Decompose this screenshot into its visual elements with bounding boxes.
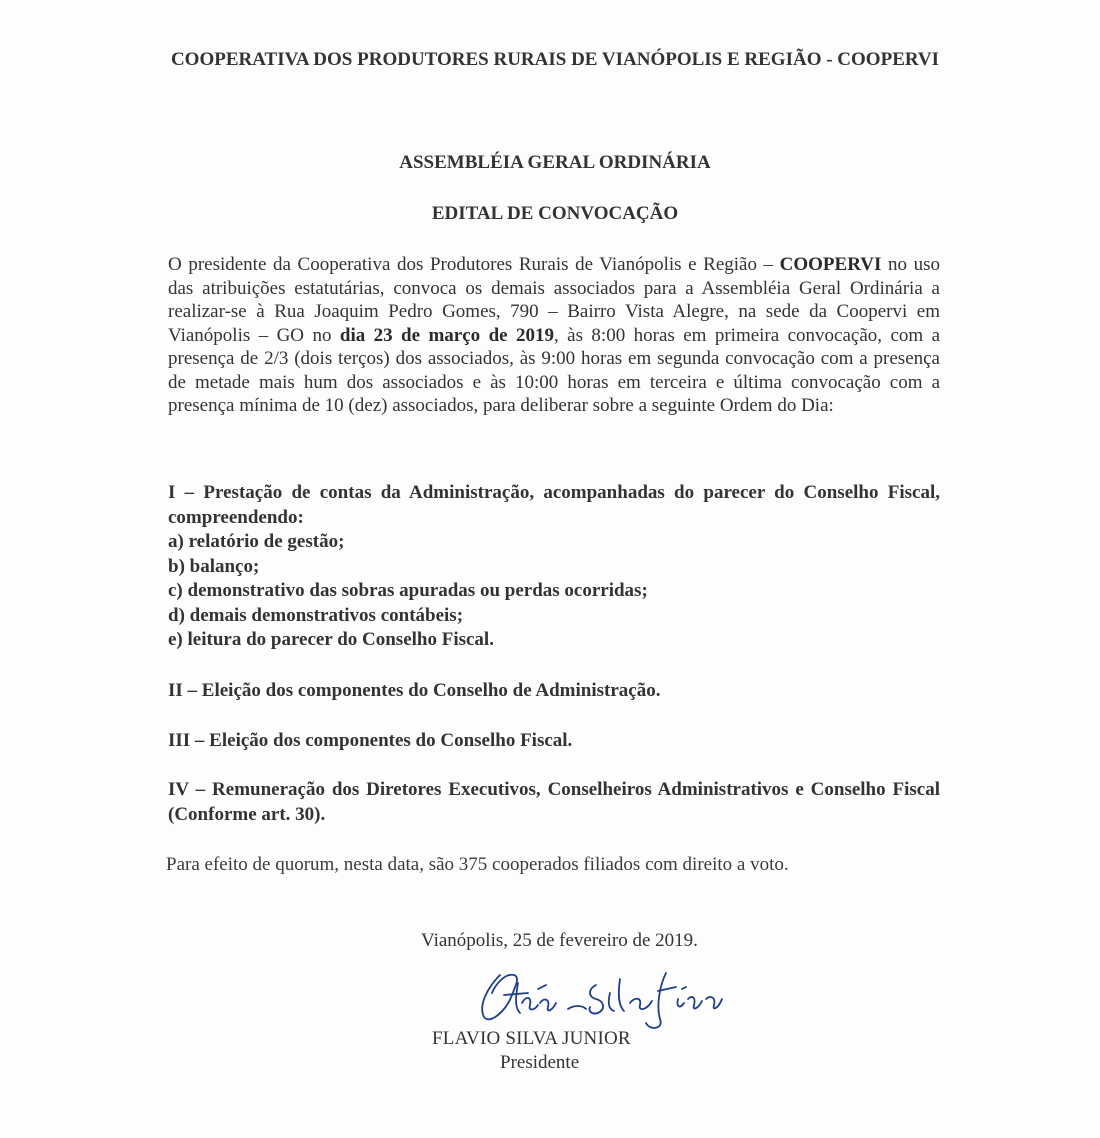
intro-text-2: no uso das atribuições estatutárias, convoca os demais associados para a Assembléia Geral Ordinária a realizar-se à Rua Joaquim Pedro Gomes, 790 – Bairro Vista Alegre, na sede da Coopervi em Vianópolis – GO no: [168, 254, 940, 346]
intro-paragraph: [168, 253, 940, 418]
agenda-item-4: IV – Remuneração dos Diretores Executivos, Conselheiros Administrativos e Conselho Fiscal (Conforme art. 30).: [168, 779, 940, 825]
signer-name: FLAVIO SILVA JUNIOR: [432, 1028, 631, 1049]
agenda-subitem-e: e) leitura do parecer do Conselho Fiscal.: [168, 629, 494, 650]
agenda-subitem-a: a) relatório de gestão;: [168, 531, 345, 552]
agenda-subitem-b: b) balanço;: [168, 555, 260, 577]
agenda-subitem-d: d) demais demonstrativos contábeis;: [168, 604, 464, 626]
place-date: Vianópolis, 25 de fevereiro de 2019.: [421, 930, 698, 951]
agenda-item-2: II – Eleição dos componentes do Conselho de Administração.: [168, 680, 661, 701]
intro-date: dia 23 de março de 2019: [339, 324, 555, 346]
intro-text-3: , às 8:00 horas em primeira convocação, com a presença de 2/3 (dois terços) dos associados, às 9:00 horas em segunda convocação com a presença de metade mais hum dos associados e às 10:00 horas em terceira e última convocação com a presença mínima de 10 (dez) associados, para deliberar sobre a seguinte Ordem do Dia:: [168, 324, 941, 416]
intro-text-1: O presidente da Cooperativa dos Produtores Rurais de Vianópolis e Região –: [168, 254, 780, 275]
signer-role: Presidente: [500, 1052, 580, 1073]
agenda-subitem-c: c) demonstrativo das sobras apuradas ou perdas ocorridas;: [168, 580, 648, 601]
intro-coop-name: COOPERVI: [779, 254, 882, 275]
quorum-note: Para efeito de quorum, nesta data, são 375 cooperados filiados com direito a voto.: [166, 854, 789, 875]
notice-title: EDITAL DE CONVOCAÇÃO: [431, 203, 679, 224]
assembly-title: ASSEMBLÉIA GERAL ORDINÁRIA: [399, 152, 711, 173]
organization-title: COOPERATIVA DOS PRODUTORES RURAIS DE VIANÓPOLIS E REGIÃO - COOPERVI: [170, 49, 940, 70]
agenda-item-1: [168, 481, 940, 653]
agenda-item-1-heading: I – Prestação de contas da Administração, acompanhadas do parecer do Conselho Fiscal, compreendendo:: [168, 482, 940, 528]
signature-image: [470, 965, 730, 1035]
agenda-item-3: III – Eleição dos componentes do Conselho Fiscal.: [168, 730, 573, 751]
